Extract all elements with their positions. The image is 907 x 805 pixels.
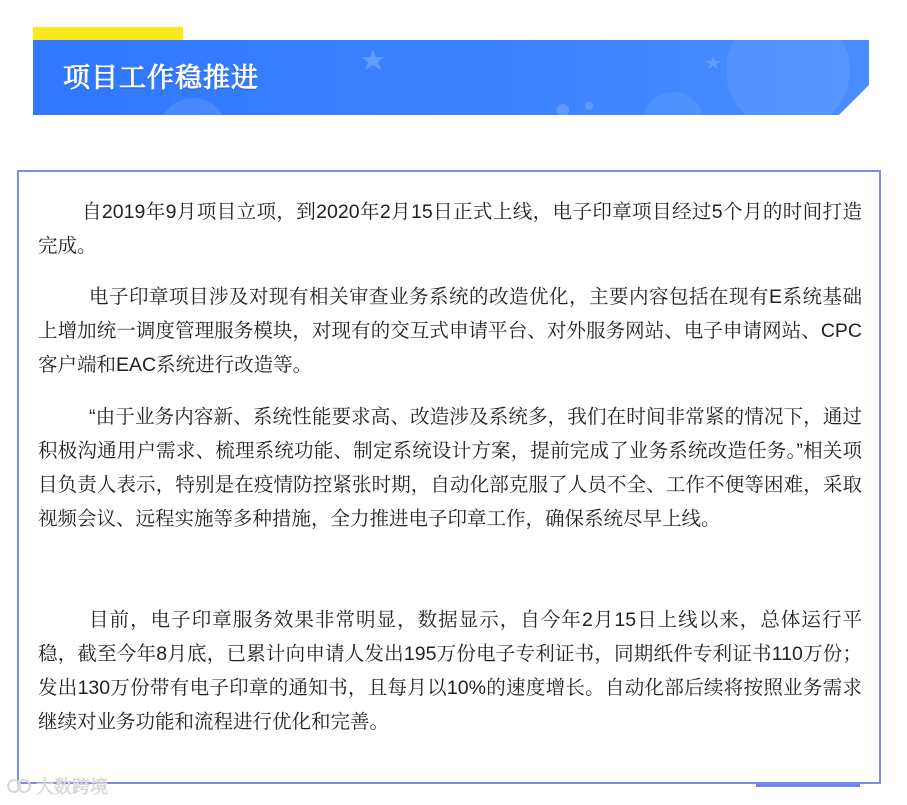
- banner-corner-cut: [838, 84, 869, 115]
- watermark-text: 大数跨境: [36, 777, 108, 797]
- paragraph-3: “由于业务内容新、系统性能要求高、改造涉及系统多，我们在时间非常紧的情况下，通过积极沟通用户需求、梳理系统功能、制定系统设计方案，提前完成了业务系统改造任务。”相关项目负责人表示，特别是在疫情防控紧张时期，自动化部克服了人员不全、工作不便等困难，采取视频会议、远程实施等多种措施，全力推进电子印章工作，确保系统尽早上线。: [38, 406, 862, 530]
- paragraph-4: 目前，电子印章服务效果非常明显，数据显示，自今年2月15日上线以来，总体运行平稳，截至今年8月底，已累计向申请人发出195万份电子专利证书，同期纸件专利证书110万份；发出130万份带有电子印章的通知书，且每月以10%的速度增长。自动化部后续将按照业务需求继续对业务功能和流程进行优化和完善。: [38, 609, 862, 733]
- section-header-banner: [33, 40, 869, 115]
- paragraph-2: 电子印章项目涉及对现有相关审查业务系统的改造优化，主要内容包括在现有E系统基础上增加统一调度管理服务模块，对现有的交互式申请平台、对外服务网站、电子申请网站、CPC客户端和EAC系统进行改造等。: [38, 286, 862, 376]
- watermark-logo-icon: [6, 776, 32, 796]
- footer-accent-bar: [756, 783, 860, 787]
- paragraph-1: 自2019年9月项目立项，到2020年2月15日正式上线，电子印章项目经过5个月的时间打造完成。: [38, 201, 862, 257]
- watermark: [6, 772, 108, 800]
- section-title: 项目工作稳推进: [63, 63, 259, 93]
